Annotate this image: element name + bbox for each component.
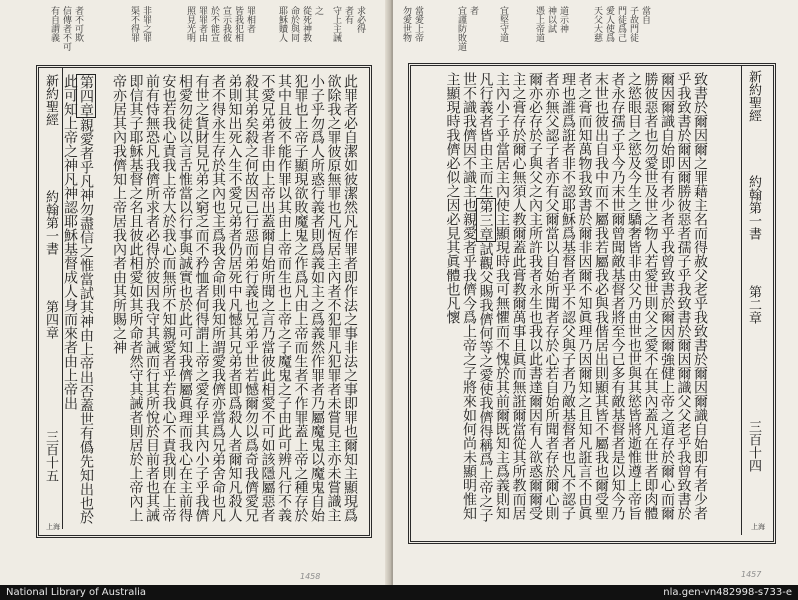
book-title: 約翰第一書 xyxy=(746,175,761,240)
margin-note: 者 xyxy=(468,6,478,15)
margin-note: 從死神教 xyxy=(301,6,311,42)
margin-note: 求必得 xyxy=(355,6,365,33)
margin-note: 愛人使爲 xyxy=(604,6,614,42)
chapter-heading: 第二章 xyxy=(746,285,761,324)
margin-note: 守上主誡 xyxy=(331,6,341,42)
margin-note: 勿愛世物 xyxy=(401,6,411,42)
margin-note: 罪罪者由 xyxy=(197,6,207,42)
margin-note: 憑上帝道 xyxy=(534,6,544,42)
main-body-text xyxy=(444,72,708,532)
margin-note: 於不能宣 xyxy=(209,6,219,42)
margin-note: 當自 xyxy=(640,6,650,24)
margin-note: 之 xyxy=(313,6,323,15)
pencil-number: 1457 xyxy=(741,570,762,579)
margin-note: 宜堅守道 xyxy=(498,6,508,42)
footer-bar xyxy=(0,585,798,600)
main-body-text-first-column xyxy=(711,72,739,532)
margin-note: 宣示我彼 xyxy=(221,6,231,42)
margin-note: 命於與同 xyxy=(289,6,299,42)
page-number: 三百十四 xyxy=(746,420,761,472)
margin-note: 耶穌贖人 xyxy=(277,6,287,42)
chapter-opening xyxy=(64,74,94,526)
margin-note: 門徒爲己 xyxy=(616,6,626,42)
margin-note: 神以試 xyxy=(546,6,556,33)
margin-note: 渠不得罪 xyxy=(129,6,139,42)
publisher-mark: 上海 xyxy=(46,523,60,531)
right-page xyxy=(393,0,798,585)
column-divider xyxy=(741,66,742,535)
publisher-mark: 上海 xyxy=(751,523,765,531)
margin-note: 宜謹防敗道 xyxy=(456,6,466,51)
page-number: 三百十五 xyxy=(43,430,58,482)
running-title: 新約聖經 xyxy=(43,74,58,126)
item-identifier: nla.gen-vn482998-s733-e xyxy=(663,587,792,598)
margin-note: 照見光明 xyxy=(185,6,195,42)
chapter-label: 第三章 xyxy=(477,199,494,241)
chapter-body-text: 試觀父賜我儕何等之愛使我儕得稱爲上帝之子世不識我儕因不識主也親愛者乎我儕今爲上帝之子將來如何尚未顯明惟知主顯現時我儕必似之因必見其眞體也凡懷 xyxy=(444,72,494,522)
chapter-body-text: 親愛者乎凡神勿盡信之惟當試其神由上帝出否蓋世有僞先知出也於此可知上帝之神凡神認耶穌基督成人身而來者由上帝出 xyxy=(62,74,94,524)
margin-note: 天父大慈 xyxy=(592,6,602,42)
chapter-heading: 第四章 xyxy=(43,300,58,339)
margin-note: 信傳者不可 xyxy=(61,6,71,51)
running-title: 新約聖經 xyxy=(746,70,761,122)
book-title: 約翰第一書 xyxy=(43,190,58,255)
margin-note: 皆我犯相 xyxy=(233,6,243,42)
margin-note: 罪相者 xyxy=(245,6,255,33)
library-credit: National Library of Australia xyxy=(6,587,147,598)
margin-note: 者不可欺 xyxy=(73,6,83,42)
margin-note: 道示神 xyxy=(558,6,568,33)
margin-note: 當愛上帝 xyxy=(413,6,423,42)
body-text: 致書於爾因爾之罪藉主名而得赦父老乎我致書於爾因爾識自始即有者少者乎我致書於爾因爾勝彼惡者孺子乎我致書於爾因爾識父父老乎我曾致書於爾因爾識自始即有者少者乎我曾致書於爾因爾強健上帝之道存於爾心而爾勝彼惡者也勿愛世及世之物人若愛世則父之愛不在其內蓋凡在世者即肉體之慾眼目之慾及今生之驕奢皆非由父乃由世也世與其慾皆將逝惟遵上帝旨者永存孺子乎今乃末世爾曾聞敵基督者將至今已多有敵基督者是以知今乃末世也彼出自我中而不屬我若屬我必與我偕居出則顯其皆不屬我也爾受聖者之膏而知萬物我致書於爾非因爾不知眞理乃因爾知之且知凡誑言不由眞理也誰爲誑者非不認耶穌爲基督者乎不認父與子者乃敵基督者也凡不認子者亦無父認子者亦有父爾當以自始所聞者存於心若自始所聞者存於爾心則爾亦必存於子與父之內主所許我者永生也我以此書達爾因有人欲惑爾爾受主之膏存於爾心無須人教爾蓋此膏教爾萬事且眞而無誑爾當從其所教而居主內小子乎當居主內使主顯現時我可無懼而不愧於其前爾既知主爲義則知凡行義者皆由主而生 xyxy=(477,72,708,520)
chapter-label: 第四章 xyxy=(78,75,94,117)
main-body-text: 此罪者必自潔如彼潔然凡作罪者即作法之事非法之事即罪也爾知主顯現爲欲除我之罪彼原無罪也凡恆居主內者不犯罪凡犯罪者未嘗見主亦未嘗識主小子乎勿爲人所惑行義者則爲義如主之爲義然作罪者乃屬魔鬼以魔鬼自始犯罪也上帝子顯現欲敗魔鬼之作爲凡由上帝而生者不作罪蓋上帝之種存於其中且彼不能作罪以其由上帝而生也上帝之子魔鬼之子由此可辨凡行不義不愛兄弟者非由上帝出蓋爾自始所聞之言乃當彼此相愛不可如該隱屬惡者殺其弟矣殺之何故因己行惡而弟行義也兄弟乎世若憾爾勿以爲奇我儕愛兄弟則知出死入生不愛兄弟者仍居死中凡憾其兄弟者即爲殺人者爾知凡殺人者不得永生存於其內也主爲我舍命則我知所謂愛我儕亦當爲兄弟舍命也凡有世之貨財見兄弟之窮乏而不矜恤者何得謂上帝之愛存乎其內小子乎我儕相愛勿徒以言舌惟當以行事與誠實也於此可知我儕屬眞理而我心在主前得安也若我心責我上帝大於我心而無所不知親愛者乎若我心不責我則在上帝前有恃無恐凡我儕所求者必得於彼因我守其誡而行其所悅於目前者也其誡即信其子耶穌基督之名且彼此相愛如其所命者然守其誡者則居於上帝內上帝亦居其內我儕知上帝居我內者由其所賜之神 xyxy=(111,74,358,522)
left-page xyxy=(0,0,390,585)
pencil-number: 1458 xyxy=(300,572,321,581)
margin-note: 有自謂義 xyxy=(49,6,59,42)
margin-note: 者有 xyxy=(343,6,353,24)
margin-note: 非罪之罪 xyxy=(141,6,151,42)
margin-note: 子故門徒 xyxy=(628,6,638,42)
